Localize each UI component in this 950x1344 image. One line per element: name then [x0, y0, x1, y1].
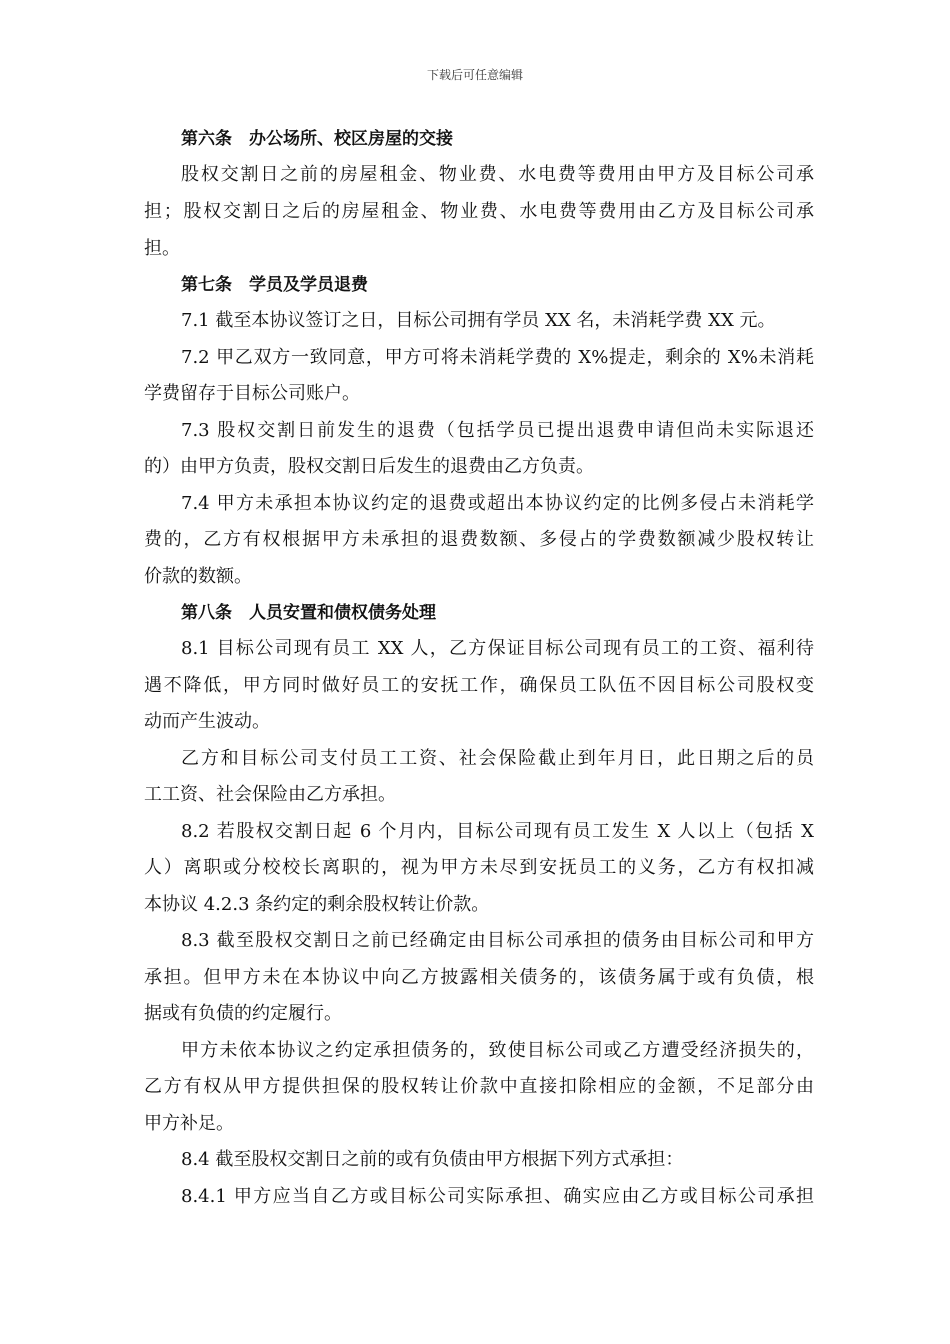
text-line: 担；股权交割日之后的房屋租金、物业费、水电费等费用由乙方及目标公司承 [144, 201, 814, 222]
page-header: 下载后可任意编辑 [426, 68, 523, 82]
text-line: 人）离职或分校校长离职的，视为甲方未尽到安抚员工的义务，乙方有权扣减 [144, 857, 814, 878]
text-line: 8.2 若股权交割日起 6 个月内，目标公司现有员工发生 X 人以上（包括 X [181, 821, 814, 842]
text-line: 甲方补足。 [144, 1113, 234, 1134]
text-line: 7.3 股权交割日前发生的退费（包括学员已提出退费申请但尚未实际退还 [181, 420, 814, 441]
text-line: 8.4.1 甲方应当自乙方或目标公司实际承担、确实应由乙方或目标公司承担 [181, 1186, 814, 1207]
text-line: 乙方有权从甲方提供担保的股权转让价款中直接扣除相应的金额，不足部分由 [144, 1076, 814, 1097]
text-line: 7.1 截至本协议签订之日，目标公司拥有学员 XX 名，未消耗学费 XX 元。 [181, 310, 776, 331]
text-line: 费的，乙方有权根据甲方未承担的退费数额、多侵占的学费数额减少股权转让 [144, 529, 814, 550]
text-line: 学费留存于目标公司账户。 [144, 383, 360, 404]
text-line: 动而产生波动。 [144, 711, 270, 732]
text-line: 据或有负债的约定履行。 [144, 1003, 342, 1024]
text-line: 担。 [144, 238, 180, 259]
text-line: 甲方未依本协议之约定承担债务的，致使目标公司或乙方遭受经济损失的， [181, 1040, 814, 1061]
text-line: 价款的数额。 [144, 566, 252, 587]
text-line: 7.2 甲乙双方一致同意，甲方可将未消耗学费的 X%提走，剩余的 X%未消耗 [181, 347, 814, 368]
text-line: 8.3 截至股权交割日之前已经确定由目标公司承担的债务由目标公司和甲方 [181, 930, 814, 951]
text-line: 承担。但甲方未在本协议中向乙方披露相关债务的，该债务属于或有负债，根 [144, 967, 814, 988]
text-line: 的）由甲方负责，股权交割日后发生的退费由乙方负责。 [144, 456, 594, 477]
text-line: 7.4 甲方未承担本协议约定的退费或超出本协议约定的比例多侵占未消耗学 [181, 493, 814, 514]
text-line: 本协议 4.2.3 条约定的剩余股权转让价款。 [144, 894, 490, 915]
text-line: 8.4 截至股权交割日之前的或有负债由甲方根据下列方式承担： [181, 1149, 684, 1170]
text-line: 股权交割日之前的房屋租金、物业费、水电费等费用由甲方及目标公司承 [181, 164, 814, 185]
section-heading: 第八条 人员安置和债权债务处理 [181, 603, 436, 623]
text-line: 乙方和目标公司支付员工工资、社会保险截止到年月日，此日期之后的员 [181, 748, 814, 769]
text-line: 工工资、社会保险由乙方承担。 [144, 784, 396, 805]
section-heading: 第六条 办公场所、校区房屋的交接 [181, 129, 453, 149]
text-line: 8.1 目标公司现有员工 XX 人，乙方保证目标公司现有员工的工资、福利待 [181, 638, 814, 659]
section-heading: 第七条 学员及学员退费 [181, 275, 368, 295]
text-line: 遇不降低，甲方同时做好员工的安抚工作，确保员工队伍不因目标公司股权变 [144, 675, 814, 696]
